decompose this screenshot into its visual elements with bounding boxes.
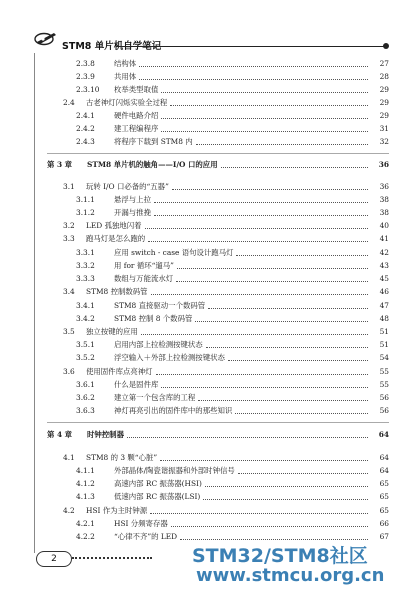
footer-page-number: 2 [36,551,72,567]
toc-row [0,313,420,325]
watermark-url: www.stmcu.org.cn [196,565,385,586]
toc-page-number: 64 [379,453,389,462]
toc-leader-dots [203,499,368,500]
toc-page-number: 55 [379,367,389,376]
toc-leader-dots [195,321,368,322]
toc-row [0,352,420,364]
toc-page-number: 54 [379,353,389,362]
toc-leader-dots [235,413,368,414]
toc-row [0,71,420,83]
toc-leader-dots [145,228,368,229]
toc-number: 4.2.1 [76,519,95,528]
toc-page-number: 47 [379,301,389,310]
toc-chapter-row [0,429,420,441]
toc-number: 3.5 [63,327,75,336]
footer-dotted-rule [72,557,152,559]
toc-page-number: 48 [379,314,389,323]
toc-leader-dots [228,360,368,361]
toc-leader-dots [141,334,368,335]
toc-number: 2.3.10 [76,85,100,94]
toc-title: 枚举类型取值 [114,85,159,94]
toc-number: 3.4.1 [76,301,95,310]
toc-page-number: 65 [379,479,389,488]
toc-title: STM8 单片机的触角——I/O 口的应用 [87,160,218,169]
toc-number: 2.4.1 [76,111,95,120]
toc-row [0,405,420,417]
toc-number: 2.4.2 [76,124,95,133]
toc-number: 3.6.3 [76,406,95,415]
toc-chapter-row [0,159,420,171]
toc-number: 3.1.1 [76,195,95,204]
toc-row [0,465,420,477]
toc-title: 用 for 循环“遛马” [114,261,174,270]
toc-page-number: 64 [378,430,389,439]
toc-title: 建立第一个包含库的工程 [114,393,196,402]
toc-leader-dots [177,268,368,269]
toc-title: 将程序下载到 STM8 内 [114,137,193,146]
toc-row [0,233,420,245]
toc-page-number: 67 [379,532,389,541]
toc-number: 2.3.8 [76,59,95,68]
toc-row [0,518,420,530]
toc-number: 3.4 [63,287,75,296]
toc-title: HSI 作为主时钟源 [86,506,148,515]
toc-leader-dots [208,308,368,309]
toc-row [0,194,420,206]
toc-number: 3.3.2 [76,261,95,270]
toc-number: 3.6.2 [76,393,95,402]
toc-page-number: 43 [379,261,389,270]
toc-title: 浮空输入＋外部上拉检测按键状态 [114,353,225,362]
toc-leader-dots [161,131,368,132]
toc-number: 第 3 章 [47,160,73,169]
toc-leader-dots [196,144,368,145]
toc-page-number: 51 [379,327,389,336]
chapter-divider [47,153,389,154]
toc-page-number: 29 [379,111,389,120]
toc-number: 3.3.1 [76,248,95,257]
toc-title: 独立按键的应用 [86,327,138,336]
toc-leader-dots [180,539,368,540]
toc-title: 神灯再亮引出的固件库中的那些知识 [114,406,233,415]
toc-page-number: 28 [379,72,389,81]
toc-row [0,97,420,109]
toc-number: 第 4 章 [47,430,73,439]
toc-leader-dots [238,473,368,474]
toc-title: 结构体 [114,59,137,68]
toc-title: STM8 控制 8 个数码管 [114,314,193,323]
toc-page-number: 29 [379,98,389,107]
toc-row [0,379,420,391]
toc-leader-dots [161,387,368,388]
toc-leader-dots [127,437,368,438]
toc-number: 4.1 [63,453,75,462]
toc-leader-dots [160,460,368,461]
toc-leader-dots [150,513,368,514]
toc-leader-dots [156,374,368,375]
toc-page-number: 46 [379,287,389,296]
toc-number: 4.1.2 [76,479,95,488]
toc-leader-dots [154,202,368,203]
toc-row [0,300,420,312]
toc-title: “心律不齐”的 LED [114,532,178,541]
toc-title: HSI 分频寄存器 [114,519,168,528]
toc-title: 应用 switch - case 语句设计跑马灯 [114,248,234,257]
toc-title: 悬浮与上拉 [114,195,151,204]
toc-page-number: 36 [378,160,389,169]
toc-leader-dots [205,486,368,487]
toc-page-number: 45 [379,274,389,283]
toc-leader-dots [139,79,368,80]
toc-page-number: 32 [379,137,389,146]
toc-number: 3.3 [63,234,75,243]
toc-row [0,505,420,517]
toc-leader-dots [139,66,368,67]
toc-title: 共用体 [114,72,137,81]
toc-page-number: 38 [379,208,389,217]
toc-row [0,452,420,464]
toc-title: 什么是固件库 [114,380,159,389]
toc-row [0,181,420,193]
toc-number: 3.6 [63,367,75,376]
toc-row [0,84,420,96]
toc-leader-dots [151,294,368,295]
toc-number: 2.3.9 [76,72,95,81]
toc-row [0,286,420,298]
toc-row [0,491,420,503]
toc-row [0,326,420,338]
toc-leader-dots [172,189,368,190]
toc-leader-dots [148,241,368,242]
toc-row [0,478,420,490]
toc-leader-dots [236,255,368,256]
toc-title: 外部晶体/陶瓷谐振器和外部时钟信号 [114,466,235,475]
toc-page-number: 38 [379,195,389,204]
toc-row [0,339,420,351]
toc-page-number: 55 [379,380,389,389]
toc-page-number: 56 [379,406,389,415]
toc-page-number: 31 [379,124,389,133]
toc-row [0,207,420,219]
toc-number: 4.1.3 [76,492,95,501]
toc-page-number: 65 [379,506,389,515]
toc-page-number: 66 [379,519,389,528]
toc-leader-dots [206,347,368,348]
toc-title: 使用固件库点亮神灯 [86,367,153,376]
toc-title: LED 孤独地闪着 [86,221,142,230]
toc-title: 低速内部 RC 振荡器(LSI) [114,492,201,501]
toc-number: 2.4 [63,98,75,107]
toc-leader-dots [176,281,368,282]
toc-row [0,260,420,272]
toc-row [0,392,420,404]
toc-number: 3.2 [63,221,75,230]
toc-number: 3.5.1 [76,340,95,349]
toc-title: 启用内部上拉检测按键状态 [114,340,203,349]
toc-page-number: 29 [379,85,389,94]
toc-row [0,220,420,232]
toc-leader-dots [198,400,368,401]
toc-title: STM8 控制数码管 [86,287,148,296]
toc-number: 3.3.3 [76,274,95,283]
toc-number: 2.4.3 [76,137,95,146]
toc-leader-dots [171,526,368,527]
toc-row [0,366,420,378]
toc-title: 跑马灯是怎么跑的 [86,234,146,243]
toc-number: 3.6.1 [76,380,95,389]
toc-title: 时钟控制器 [87,430,124,439]
toc-leader-dots [161,118,368,119]
toc-number: 3.5.2 [76,353,95,362]
toc-page-number: 51 [379,340,389,349]
toc-row [0,58,420,70]
toc-page-number: 64 [379,466,389,475]
toc-page-number: 42 [379,248,389,257]
chapter-divider [47,422,389,423]
toc-page-number: 36 [379,182,389,191]
toc-leader-dots [161,92,368,93]
toc-title: 数组与万能流水灯 [114,274,174,283]
toc-page-number: 41 [379,234,389,243]
toc-leader-dots [221,167,368,168]
toc-number: 3.1.2 [76,208,95,217]
toc-title: STM8 的 3 颗“心脏” [86,453,158,462]
toc-title: 建工程编程序 [114,124,159,133]
toc-leader-dots [154,215,368,216]
toc-number: 4.2.2 [76,532,95,541]
toc-row [0,273,420,285]
toc-row [0,247,420,259]
header-title: STM8 单片机自学笔记 [62,41,162,52]
toc-leader-dots [170,105,368,106]
toc-page-number: 65 [379,492,389,501]
toc-page-number: 27 [379,59,389,68]
toc-page-number: 40 [379,221,389,230]
watermark-title: STM32/STM8社区 [192,545,368,567]
toc-number: 4.2 [63,506,75,515]
toc-title: STM8 直接驱动一个数码管 [114,301,206,310]
toc-number: 3.1 [63,182,75,191]
toc-row [0,136,420,148]
toc-title: 开漏与推挽 [114,208,151,217]
toc-title: 古老神灯闪烁实验全过程 [86,98,168,107]
toc-title: 玩转 I/O 口必备的“五器” [86,182,169,191]
toc-row [0,110,420,122]
toc-row [0,123,420,135]
toc-page-number: 56 [379,393,389,402]
toc-number: 4.1.1 [76,466,95,475]
toc-number: 3.4.2 [76,314,95,323]
toc-title: 高速内部 RC 振荡器(HSI) [114,479,202,488]
toc-title: 硬件电路介绍 [114,111,159,120]
